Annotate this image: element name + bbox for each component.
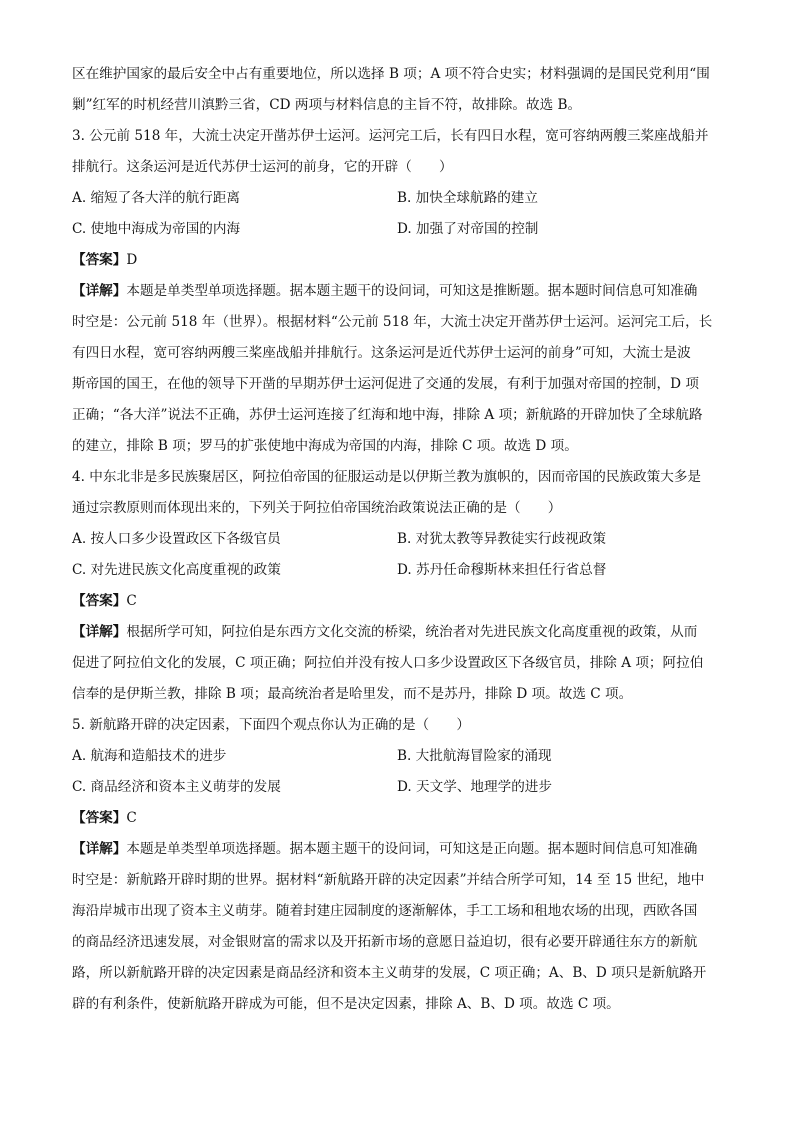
question-stem-line: 4. 中东北非是多民族聚居区，阿拉伯帝国的征服运动是以伊斯兰教为旗帜的，因而帝国的民族政策大多是 [72,469,702,485]
question-5 [72,715,724,1014]
question-3 [72,126,724,456]
explanation-line: 有四日水程，宽可容纳两艘三桨座战船并排航行。这条运河是近代苏伊士运河的前身”可知，大流士是波 [72,345,691,361]
explanation-line: 时空是：新航路开辟时期的世界。据材料“新航路开辟的决定因素”并结合所学可知，14 至 15 世纪，地中 [72,872,705,888]
option-c: C. 对先进民族文化高度重视的政策 [72,562,281,578]
option-b: B. 加快全球航路的建立 [397,190,538,206]
detail-tag: 【详解】 [72,624,127,640]
explanation-line: 辟的有利条件，使新航路开辟成为可能，但不是决定因素，排除 A、B、D 项。故选 C 项。 [72,996,620,1012]
detail-tag: 【详解】 [72,841,127,857]
explanation-line: 正确；“各大洋”说法不正确，苏伊士运河连接了红海和地中海，排除 A 项；新航路的开辟加快了全球航路 [72,407,703,423]
option-a: A. 航海和造船技术的进步 [72,748,227,764]
explanation-line [72,281,724,301]
option-c: C. 使地中海成为帝国的内海 [72,221,241,237]
question-stem-line: 5. 新航路开辟的决定因素，下面四个观点你认为正确的是（ ） [72,717,470,733]
option-b: B. 对犹太教等异教徒实行歧视政策 [397,531,606,547]
explanation [72,281,724,456]
explanation-line: 海沿岸城市出现了资本主义萌芽。随着封建庄园制度的逐渐解体，手工工场和租地农场的出现，西欧各国 [72,903,698,919]
option-d: D. 苏丹任命穆斯林来担任行省总督 [397,562,607,578]
answer-line [72,591,724,611]
explanation [72,839,724,1014]
answer-value: C [126,810,137,826]
explanation-line [72,622,724,642]
explanation-line: 时空是：公元前 518 年（世界）。根据材料“公元前 518 年，大流士决定开凿苏伊士运河。运河完工后，长 [72,314,713,330]
answer-tag: 【答案】 [72,810,127,826]
explanation-line: 信奉的是伊斯兰教，排除 B 项；最高统治者是哈里发，而不是苏丹，排除 D 项。故选 C 项。 [72,686,633,702]
answer-line [72,250,724,270]
detail-tag: 【详解】 [72,283,127,299]
intro-paragraph [72,64,724,115]
answer-tag: 【答案】 [72,252,127,268]
explanation-line: 的商品经济迅速发展，对金银财富的需求以及开拓新市场的意愿日益迫切，很有必要开辟通往东方的新航 [72,934,698,950]
option-d: D. 天文学、地理学的进步 [397,779,552,795]
explanation-line: 斯帝国的国王，在他的领导下开凿的早期苏伊士运河促进了交通的发展，有利于加强对帝国的控制，D 项 [72,376,699,392]
question-stem-line: 排航行。这条运河是近代苏伊士运河的前身，它的开辟（ ） [72,159,453,175]
question-stem-line: 3. 公元前 518 年，大流士决定开凿苏伊士运河。运河完工后，长有四日水程，宽可容纳两艘三桨座战船并 [72,128,709,144]
intro-line: 剿”红军的时机经营川滇黔三省，CD 两项与材料信息的主旨不符，故排除。故选 B。 [72,97,582,113]
options-grid [72,746,724,797]
explanation-line: 的建立，排除 B 项；罗马的扩张使地中海成为帝国的内海，排除 C 项。故选 D 项。 [72,438,578,454]
explanation-text: 本题是单类型单项选择题。据本题主题干的设问词，可知这是正向题。据本题时间信息可知准确 [126,841,698,857]
explanation-text: 本题是单类型单项选择题。据本题主题干的设问词，可知这是推断题。据本题时间信息可知准确 [126,283,698,299]
answer-value: D [126,252,138,268]
intro-line: 区在维护国家的最后安全中占有重要地位，所以选择 B 项；A 项不符合史实；材料强调的是国民党利用“围 [72,66,710,82]
option-d: D. 加强了对帝国的控制 [397,221,539,237]
answer-line [72,808,724,828]
question-4 [72,467,724,704]
options-grid [72,529,724,580]
option-a: A. 缩短了各大洋的航行距离 [72,190,240,206]
question-stem-line: 通过宗教原则而体现出来的，下列关于阿拉伯帝国统治政策说法正确的是（ ） [72,500,562,516]
explanation-line [72,839,724,859]
explanation-line: 路，所以新航路开辟的决定因素是商品经济和资本主义萌芽的发展，C 项正确；A、B、D 项只是新航路开 [72,965,707,981]
explanation-text: 根据所学可知，阿拉伯是东西方文化交流的桥梁，统治者对先进民族文化高度重视的政策，从而 [126,624,698,640]
option-a: A. 按人口多少设置政区下各级官员 [72,531,281,547]
document-page [72,64,724,1025]
answer-tag: 【答案】 [72,593,127,609]
answer-value: C [126,593,137,609]
explanation [72,622,724,704]
option-c: C. 商品经济和资本主义萌芽的发展 [72,779,281,795]
option-b: B. 大批航海冒险家的涌现 [397,748,552,764]
options-grid [72,188,724,239]
explanation-line: 促进了阿拉伯文化的发展，C 项正确；阿拉伯并没有按人口多少设置政区下各级官员，排除 A 项；阿拉伯 [72,655,704,671]
